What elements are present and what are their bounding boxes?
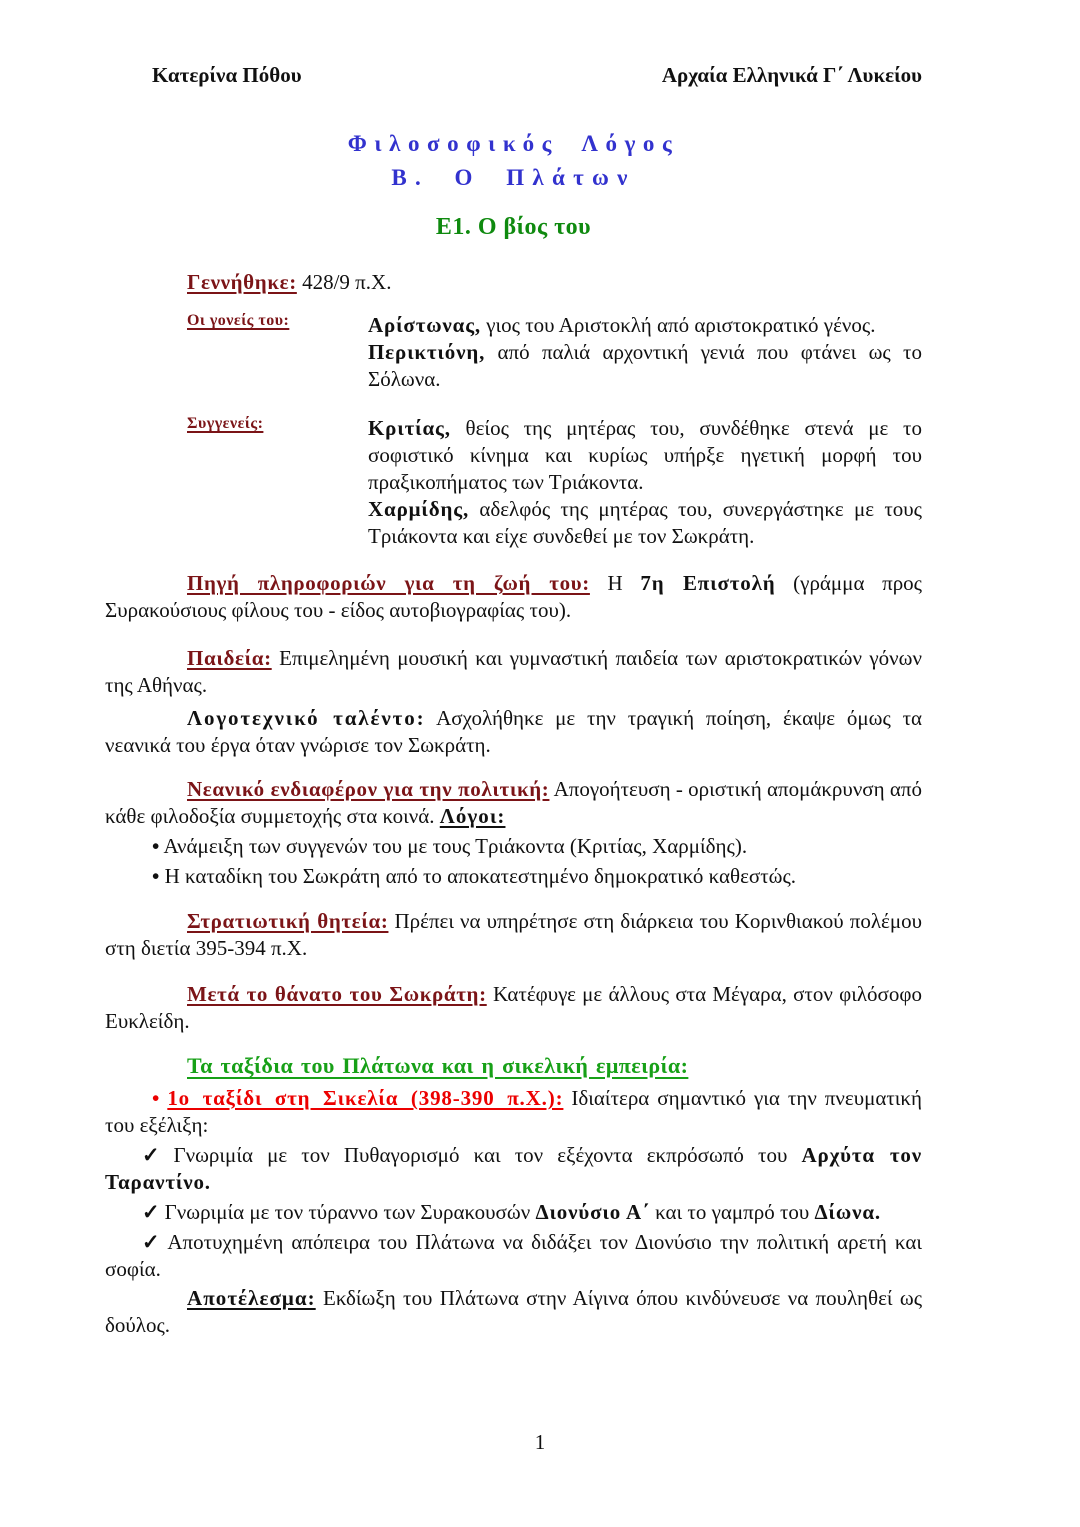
header-course: Αρχαία Ελληνικά Γ΄ Λυκείου — [661, 63, 922, 87]
relative-item — [368, 415, 922, 496]
relatives-block — [105, 415, 922, 550]
military-text: Πρέπει να υπηρέτησε στη διάρκεια του Κορινθιακού πολέμου στη διετία 395-394 π.Χ. — [105, 909, 922, 960]
born-value: 428/9 π.Χ. — [302, 270, 392, 294]
talent-label: Λογοτεχνικό ταλέντο: — [187, 706, 426, 730]
check-bold: Δίωνα. — [814, 1200, 881, 1224]
born-label: Γεννήθηκε: — [187, 270, 297, 294]
parents-label: Οι γονείς του: — [187, 312, 290, 329]
talent-paragraph — [105, 705, 922, 759]
trip1-text: Ιδιαίτερα σημαντικό για την πνευματική του εξέλιξη: — [105, 1086, 923, 1137]
parent-desc: από παλιά αρχοντική γενιά που φτάνει ως το Σόλωνα. — [368, 340, 922, 391]
bullet-icon: • — [152, 864, 160, 888]
trip-check-item — [105, 1142, 922, 1196]
reasons-label: Λόγοι: — [439, 804, 506, 828]
check-text: και το γαμπρό του — [655, 1200, 810, 1224]
document-title: Φιλοσοφικός Λόγος — [347, 131, 680, 156]
source-bold: 7η Επιστολή — [640, 571, 776, 595]
check-text: Γνωριμία με τον τύραννο των Συρακουσών — [164, 1200, 531, 1224]
parents-label-column — [105, 312, 368, 393]
page-header — [105, 62, 922, 89]
trip1-paragraph — [105, 1085, 922, 1139]
result-label: Αποτέλεσμα: — [187, 1286, 316, 1310]
relative-name: Χαρμίδης, — [368, 497, 470, 521]
relatives-label-column — [105, 415, 368, 550]
source-paragraph — [105, 570, 922, 624]
military-paragraph — [105, 908, 922, 962]
check-bold: Διονύσιο Α΄ — [535, 1200, 650, 1224]
result-paragraph — [105, 1285, 922, 1339]
relatives-content-column — [368, 415, 922, 550]
parents-content-column — [368, 312, 922, 393]
document-subtitle: Β. Ο Πλάτων — [391, 165, 636, 190]
check-text: Γνωριμία με τον Πυθαγορισμό και τον εξέχοντα εκπρόσωπό του — [173, 1143, 788, 1167]
checkmark-icon: ✓ — [142, 1230, 163, 1254]
trip1-label: 1ο ταξίδι στη Σικελία (398-390 π.Χ.): — [167, 1086, 564, 1110]
trip-check-item — [105, 1199, 922, 1226]
paideia-paragraph — [105, 645, 922, 699]
parent-desc: γιος του Αριστοκλή από αριστοκρατικό γένος. — [486, 313, 876, 337]
reason-bullet-item — [105, 833, 922, 860]
travels-heading: Τα ταξίδια του Πλάτωνα και η σικελική εμπειρία: — [187, 1053, 689, 1078]
bullet-icon: • — [152, 1086, 160, 1110]
politics-paragraph — [105, 776, 922, 830]
page-number: 1 — [534, 1430, 546, 1454]
check-text: Αποτυχημένη απόπειρα του Πλάτωνα να διδάξει τον Διονύσιο την πολιτική αρετή και σοφία. — [105, 1230, 922, 1281]
checkmark-icon: ✓ — [142, 1200, 160, 1224]
paideia-text: Επιμελημένη μουσική και γυμναστική παιδεία των αριστοκρατικών γόνων της Αθήνας. — [105, 646, 922, 697]
talent-text: Ασχολήθηκε με την τραγική ποίηση, έκαψε όμως τα νεανικά του έργα όταν γνώρισε τον Σωκράτη. — [105, 706, 923, 757]
reason-text: Η καταδίκη του Σωκράτη από το αποκατεστημένο δημοκρατικό καθεστώς. — [164, 864, 797, 888]
bullet-icon: • — [152, 834, 160, 858]
after-socrates-text: Κατέφυγε με άλλους στα Μέγαρα, στον φιλόσοφο Ευκλείδη. — [105, 982, 922, 1033]
politics-text: Απογοήτευση - οριστική απομάκρυνση από κάθε φιλοδοξία συμμετοχής στα κοινά. — [105, 777, 922, 828]
relative-desc: θείος της μητέρας του, συνδέθηκε στενά με το σοφιστικό κίνημα και κυρίως υπήρξε ηγετική μορφή του πραξικοπήματος των Τριάκοντα. — [368, 416, 922, 494]
parent-item — [368, 339, 922, 393]
parent-name: Αρίστωνας, — [368, 313, 481, 337]
after-socrates-paragraph — [105, 981, 922, 1035]
reason-text: Ανάμειξη των συγγενών του με τους Τριάκοντα (Κριτίας, Χαρμίδης). — [163, 834, 748, 858]
header-author: Κατερίνα Πόθου — [152, 63, 302, 87]
check-bold: Αρχύτα τον Ταραντίνο. — [105, 1143, 922, 1194]
parent-name: Περικτιόνη, — [368, 340, 486, 364]
after-socrates-label: Μετά το θάνατο του Σωκράτη: — [187, 982, 487, 1006]
checkmark-icon: ✓ — [142, 1143, 169, 1167]
source-label: Πηγή πληροφοριών για τη ζωή του: — [187, 571, 590, 595]
relative-name: Κριτίας, — [368, 416, 451, 440]
politics-label: Νεανικό ενδιαφέρον για την πολιτική: — [187, 777, 550, 801]
source-pre: Η — [607, 571, 623, 595]
parent-item — [368, 312, 922, 339]
result-text: Εκδίωξη του Πλάτωνα στην Αίγινα όπου κινδύνευσε να πουληθεί ως δούλος. — [105, 1286, 923, 1337]
relatives-label: Συγγενείς: — [187, 415, 264, 432]
paideia-label: Παιδεία: — [187, 646, 272, 670]
military-label: Στρατιωτική θητεία: — [187, 909, 389, 933]
section-heading: Ε1. Ο βίος του — [435, 214, 592, 240]
source-rest: (γράμμα προς Συρακούσιους φίλους του - είδος αυτοβιογραφίας του). — [105, 571, 922, 622]
relative-desc: αδελφός της μητέρας του, συνεργάστηκε με τους Τριάκοντα και είχε συνδεθεί με τον Σωκράτη. — [368, 497, 922, 548]
relative-item — [368, 496, 922, 550]
reason-bullet-item — [105, 863, 922, 890]
parents-block — [105, 312, 922, 393]
trip-check-item — [105, 1229, 922, 1283]
born-paragraph — [105, 269, 922, 296]
